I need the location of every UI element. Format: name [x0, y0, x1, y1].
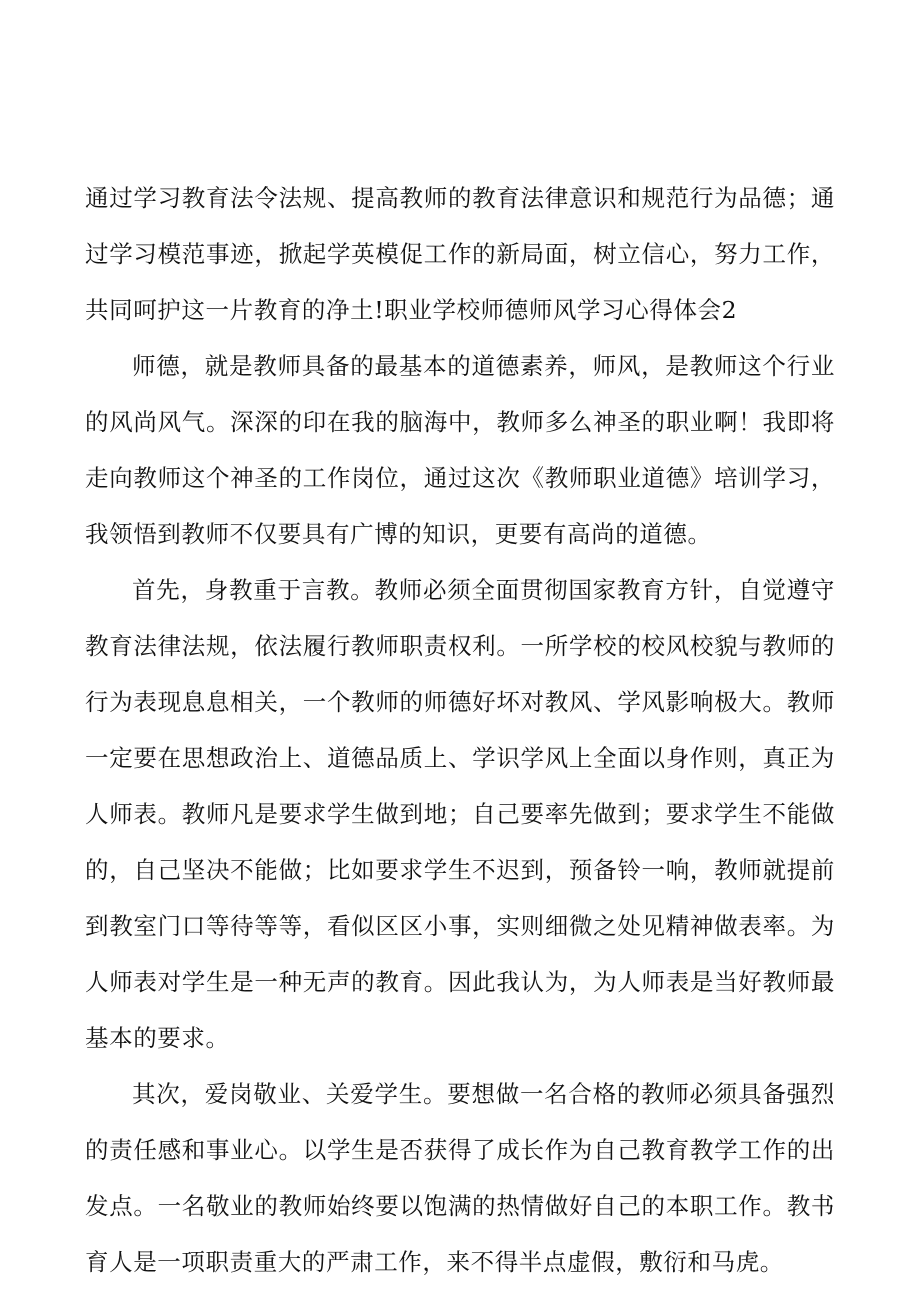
paragraph: 其次，爱岗敬业、关爱学生。要想做一名合格的教师必须具备强烈的责任感和事业心。以学生是否获得了成长作为自己教育教学工作的出发点。一名敬业的教师始终要以饱满的热情做好自己的本职工作。教书育人是一项职责重大的严肃工作，来不得半点虚假，敷衍和马虎。: [85, 1080, 835, 1276]
document-body: [85, 170, 835, 1290]
paragraph: 首先，身教重于言教。教师必须全面贯彻国家教育方针，自觉遵守教育法律法规，依法履行教师职责权利。一所学校的校风校貌与教师的行为表现息息相关，一个教师的师德好坏对教风、学风影响极大。教师一定要在思想政治上、道德品质上、学识学风上全面以身作则，真正为人师表。教师凡是要求学生做到地；自己要率先做到；要求学生不能做的，自己坚决不能做；比如要求学生不迟到，预备铃一响，教师就提前到教室门口等待等等，看似区区小事，实则细微之处见精神做表率。为人师表对学生是一种无声的教育。因此我认为，为人师表是当好教师最基本的要求。: [85, 576, 835, 1052]
paragraph: 师德，就是教师具备的最基本的道德素养，师风，是教师这个行业的风尚风气。深深的印在我的脑海中，教师多么神圣的职业啊！我即将走向教师这个神圣的工作岗位，通过这次《教师职业道德》培训学习，我领悟到教师不仅要具有广博的知识，更要有高尚的道德。: [85, 352, 835, 548]
paragraph: 通过学习教育法令法规、提高教师的教育法律意识和规范行为品德；通过学习模范事迹，掀起学英模促工作的新局面，树立信心，努力工作，共同呵护这一片教育的净土!职业学校师德师风学习心得体会2: [85, 184, 835, 324]
